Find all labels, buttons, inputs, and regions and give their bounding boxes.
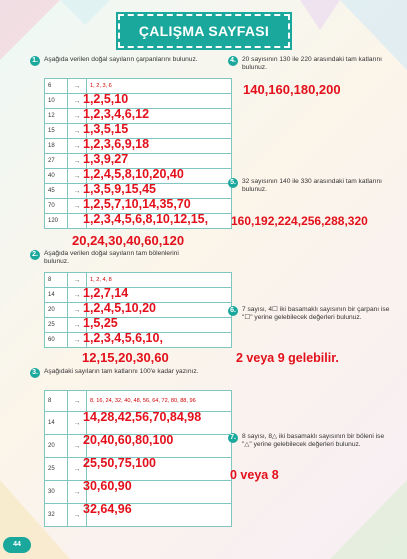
row-number: 27 — [45, 154, 68, 169]
arrow-icon: → — [68, 412, 87, 435]
row-number: 12 — [45, 109, 68, 124]
table-row — [45, 412, 232, 435]
answer-cell — [83, 502, 232, 527]
row-number: 40 — [45, 169, 68, 184]
handwritten-answer: 14,28,42,56,70,84,98 — [83, 410, 202, 424]
row-number: 15 — [45, 124, 68, 139]
question-text: 32 sayısının 140 ile 330 arasındaki tam katlarını bulunuz. — [242, 178, 383, 193]
answer-cell — [83, 433, 232, 458]
row-number: 14 — [45, 412, 68, 435]
table-row — [45, 139, 232, 154]
question-number: 6. — [228, 306, 238, 316]
arrow-icon: → — [68, 184, 87, 199]
table-row — [45, 504, 232, 527]
handwritten-answer: 1,2,7,14 — [83, 286, 129, 300]
handwritten-answer: 1,2,4,5,8,10,20,40 — [83, 167, 184, 181]
arrow-icon: → — [68, 79, 87, 94]
question-number: 7. — [228, 433, 238, 443]
arrow-icon: → — [68, 333, 87, 348]
handwritten-continuation: 12,15,20,30,60 — [82, 350, 169, 365]
arrow-icon: → — [68, 481, 87, 504]
handwritten-answer: 1,2,3,4,5,6,10, — [83, 331, 163, 345]
handwritten-answer: 20,40,60,80,100 — [83, 433, 174, 447]
arrow-icon: → — [68, 94, 87, 109]
row-number: 6 — [45, 79, 68, 94]
row-number: 120 — [45, 214, 68, 229]
row-number: 60 — [45, 333, 68, 348]
question-text: 7 sayısı, 4☐ iki basamaklı sayısının bir çarpanı ise "☐" yerine gelebilecek değerleri bulunuz. — [242, 306, 390, 321]
answer-cell — [87, 391, 232, 412]
handwritten-answer: 1,2,3,6,9,18 — [83, 137, 150, 151]
table-row — [45, 109, 232, 124]
handwritten-answer: 25,50,75,100 — [83, 456, 156, 470]
row-number: 32 — [45, 504, 68, 527]
answer-cell — [83, 479, 232, 504]
table-row — [45, 481, 232, 504]
handwritten-answer: 1,3,5,9,15,45 — [83, 182, 156, 196]
arrow-icon: → — [68, 169, 87, 184]
page-number: 44 — [3, 537, 31, 553]
row-number: 8 — [45, 273, 68, 288]
factors-table — [44, 78, 232, 229]
table-row — [45, 303, 232, 318]
row-number: 25 — [45, 458, 68, 481]
table-row — [45, 273, 232, 288]
multiples-table — [44, 390, 232, 527]
handwritten-answer: 1,2,5,10 — [83, 92, 129, 106]
handwritten-answer: 30,60,90 — [83, 479, 132, 493]
handwritten-answer: 0 veya 8 — [230, 468, 279, 482]
answer-cell — [83, 331, 232, 348]
answer-cell — [83, 410, 232, 435]
question-text: 8 sayısı, 8△ iki basamaklı sayısının bir böleni ise "△" yerine gelebilecek değerleri bulunuz. — [242, 433, 385, 448]
handwritten-answer: 1,5,25 — [83, 316, 118, 330]
arrow-icon: → — [68, 139, 87, 154]
question-text: Aşağıdaki sayıların tam katlarını 100'e kadar yazınız. — [44, 368, 199, 375]
handwritten-answer: 1,2,4,5,10,20 — [83, 301, 156, 315]
arrow-icon: → — [68, 458, 87, 481]
question-number: 5. — [228, 178, 238, 188]
question-text: 20 sayısının 130 ile 220 arasındaki tam katlarını bulunuz. — [242, 56, 383, 71]
table-row — [45, 79, 232, 94]
handwritten-answer: 32,64,96 — [83, 502, 132, 516]
row-number: 70 — [45, 199, 68, 214]
handwritten-answer: 1,3,5,15 — [83, 122, 129, 136]
row-number: 20 — [45, 435, 68, 458]
row-number: 30 — [45, 481, 68, 504]
arrow-icon: → — [68, 109, 87, 124]
question-text: Aşağıda verilen doğal sayıların çarpanlarını bulunuz. — [44, 56, 198, 63]
answer-cell — [83, 456, 232, 481]
question-text: Aşağıda verilen doğal sayıların tam bölenlerini bulunuz. — [44, 250, 179, 265]
arrow-icon: → — [68, 504, 87, 527]
handwritten-answer: 160,192,224,256,288,320 — [231, 214, 368, 228]
row-number: 14 — [45, 288, 68, 303]
row-number: 10 — [45, 94, 68, 109]
row-number: 25 — [45, 318, 68, 333]
printed-answer: 1, 2, 3, 6 — [90, 83, 112, 89]
arrow-icon: → — [68, 124, 87, 139]
table-row — [45, 458, 232, 481]
arrow-icon: → — [68, 288, 87, 303]
row-number: 18 — [45, 139, 68, 154]
answer-cell — [83, 212, 232, 229]
page-title: ÇALIŞMA SAYFASI — [118, 14, 290, 48]
question-number: 2. — [30, 250, 40, 260]
handwritten-answer: 1,2,3,4,6,12 — [83, 107, 150, 121]
arrow-icon: → — [68, 199, 87, 214]
question-number: 4. — [228, 56, 238, 66]
question-number: 3. — [30, 368, 40, 378]
table-row — [45, 435, 232, 458]
question-number: 1. — [30, 56, 40, 66]
handwritten-answer: 1,3,9,27 — [83, 152, 129, 166]
arrow-icon: → — [68, 303, 87, 318]
divisors-table — [44, 272, 232, 348]
table-row — [45, 391, 232, 412]
arrow-icon: → — [68, 435, 87, 458]
arrow-icon: → — [68, 273, 87, 288]
arrow-icon: → — [68, 154, 87, 169]
row-number: 8 — [45, 391, 68, 412]
printed-answer: 1, 2, 4, 8 — [90, 277, 112, 283]
arrow-icon: → — [68, 391, 87, 412]
printed-answer: 8, 16, 24, 32, 40, 48, 56, 64, 72, 80, 88, 96 — [90, 398, 196, 404]
handwritten-continuation: 20,24,30,40,60,120 — [72, 233, 185, 248]
handwritten-answer: 2 veya 9 gelebilir. — [236, 351, 339, 365]
row-number: 20 — [45, 303, 68, 318]
handwritten-answer: 1,2,5,7,10,14,35,70 — [83, 197, 191, 211]
handwritten-answer: 1,2,3,4,5,6,8,10,12,15, — [83, 212, 209, 226]
table-row — [45, 214, 232, 229]
arrow-icon: → — [68, 318, 87, 333]
row-number: 45 — [45, 184, 68, 199]
handwritten-answer: 140,160,180,200 — [243, 82, 341, 97]
table-row — [45, 333, 232, 348]
